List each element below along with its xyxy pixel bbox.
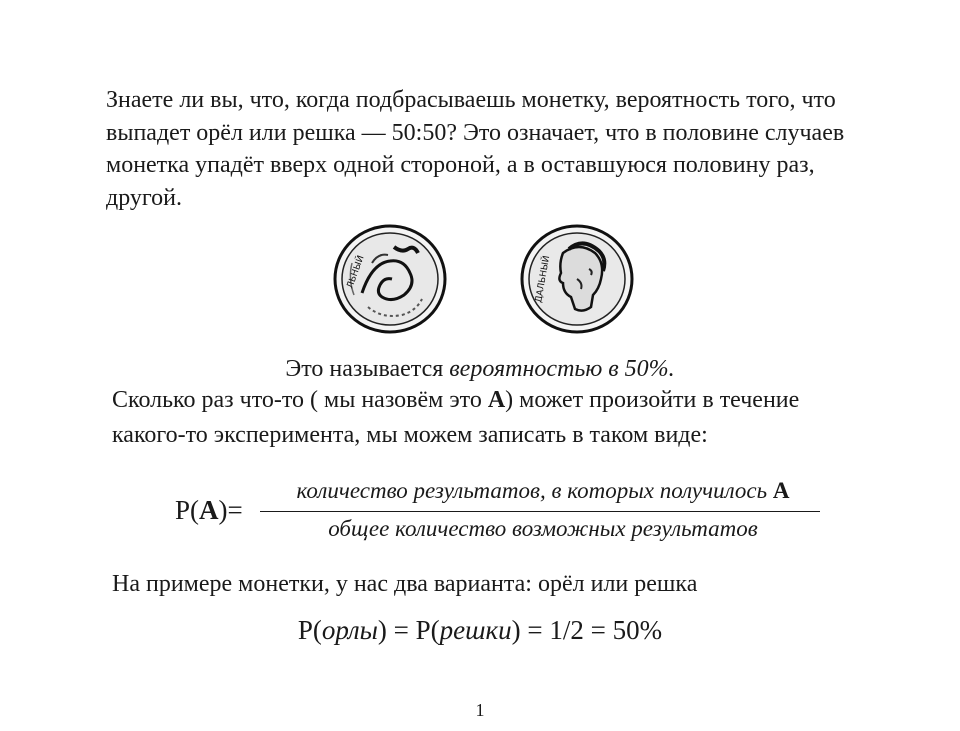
example-paragraph: На примере монетки, у нас два варианта: орёл или решка [112,571,698,597]
question-text-start: Сколько раз что-то ( мы назовём это [112,387,488,413]
formula-numerator-variable: A [772,478,790,503]
question-paragraph [112,383,832,452]
page-number: 1 [475,700,485,720]
event-variable: A [487,387,506,413]
probability-caption [0,354,960,384]
caption-text: Это называется [285,356,450,382]
coin-heads-inscription: ЛЬНЫЙ [345,254,367,291]
heads-word: орлы [321,615,378,645]
formula-numerator: количество результатов, в которых получилось A [296,478,790,503]
formula-denominator: общее количество возможных результатов [328,516,758,541]
coin-illustrations [0,223,960,343]
caption-italic-text: вероятностью в 50%. [449,356,675,382]
formula-variable: A [199,495,219,525]
coin-tails-image [519,223,635,335]
tails-word: решки [439,615,512,645]
probability-formula [175,478,875,548]
question-text-end: ) может произойти в течение какого-то эксперимента, мы можем записать в таком виде: [112,387,800,448]
coin-probability-equation: P(орлы) = P(решки) = 1/2 = 50% [297,615,663,645]
coin-tails-inscription: ДАЛЬНЫЙ [534,254,553,304]
intro-paragraph: Знаете ли вы, что, когда подбрасываешь монетку, вероятность того, что выпадет орёл или решка — 50:50? Это означает, что в половине случаев монетка упадёт вверх одной стороной, а в оставшуюся половину раз, другой. [106,87,845,211]
formula-lhs: P(A)= [175,495,243,525]
coin-heads-image [332,223,448,335]
fraction-bar [260,511,820,512]
